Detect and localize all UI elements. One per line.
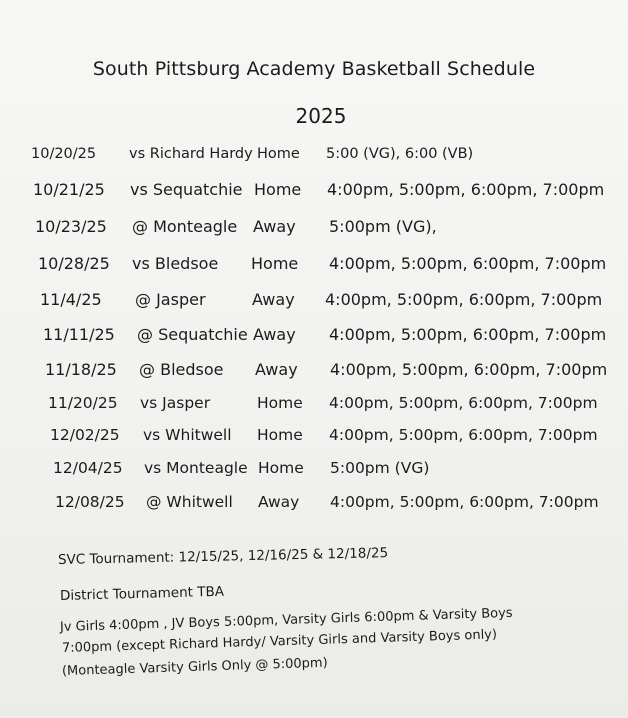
game-times: 5:00pm (VG) — [330, 459, 430, 477]
game-location: Home — [251, 254, 299, 273]
game-opponent: vs Bledsoe — [132, 254, 219, 273]
game-times: 4:00pm, 5:00pm, 6:00pm, 7:00pm — [325, 290, 603, 309]
game-location: Away — [253, 325, 296, 344]
game-date: 10/20/25 — [31, 146, 97, 162]
game-times: 4:00pm, 5:00pm, 6:00pm, 7:00pm — [329, 254, 607, 273]
game-times: 5:00 (VG), 6:00 (VB) — [326, 146, 474, 162]
game-opponent: vs Jasper — [140, 394, 211, 412]
svc-tournament-note: SVC Tournament: 12/15/25, 12/16/25 & 12/18/25 — [57, 545, 389, 568]
game-location: Away — [252, 290, 295, 309]
game-opponent: @ Monteagle — [132, 217, 238, 236]
game-times: 4:00pm, 5:00pm, 6:00pm, 7:00pm — [330, 493, 599, 511]
game-times-note-line1: Jv Girls 4:00pm , JV Boys 5:00pm, Varsity Girls 6:00pm & Varsity Boys — [59, 605, 513, 635]
game-times: 4:00pm, 5:00pm, 6:00pm, 7:00pm — [329, 426, 598, 444]
game-date: 11/20/25 — [48, 394, 118, 412]
game-times-note-line2: 7:00pm (except Richard Hardy/ Varsity Girls and Varsity Boys only) — [61, 627, 498, 656]
game-times-note-line3: (Monteagle Varsity Girls Only @ 5:00pm) — [61, 655, 328, 679]
game-date: 10/28/25 — [38, 254, 110, 273]
game-date: 12/08/25 — [55, 493, 125, 511]
game-times: 4:00pm, 5:00pm, 6:00pm, 7:00pm — [330, 360, 608, 379]
game-location: Away — [258, 493, 300, 511]
game-date: 11/4/25 — [40, 290, 102, 309]
game-location: Home — [258, 459, 304, 477]
game-location: Home — [254, 180, 302, 199]
game-location: Home — [257, 426, 303, 444]
game-date: 12/02/25 — [50, 426, 120, 444]
game-times: 5:00pm (VG), — [329, 217, 437, 236]
game-date: 10/23/25 — [35, 217, 107, 236]
game-date: 12/04/25 — [53, 459, 123, 477]
game-opponent: vs Sequatchie — [130, 180, 243, 199]
game-opponent: @ Sequatchie — [137, 325, 248, 344]
game-location: Home — [257, 394, 303, 412]
game-location: Home — [257, 146, 300, 162]
game-times: 4:00pm, 5:00pm, 6:00pm, 7:00pm — [329, 325, 607, 344]
schedule-year: 2025 — [295, 104, 347, 128]
game-location: Away — [253, 217, 296, 236]
game-times: 4:00pm, 5:00pm, 6:00pm, 7:00pm — [329, 394, 598, 412]
game-opponent: vs Whitwell — [143, 426, 232, 444]
game-opponent: @ Bledsoe — [139, 360, 224, 379]
game-times: 4:00pm, 5:00pm, 6:00pm, 7:00pm — [327, 180, 605, 199]
game-date: 11/18/25 — [45, 360, 117, 379]
game-opponent: @ Whitwell — [146, 493, 233, 511]
game-date: 11/11/25 — [43, 325, 115, 344]
game-date: 10/21/25 — [33, 180, 105, 199]
game-opponent: vs Monteagle — [144, 459, 248, 477]
game-opponent: vs Richard Hardy — [129, 146, 253, 162]
schedule-title: South Pittsburg Academy Basketball Schedule — [92, 58, 536, 80]
game-opponent: @ Jasper — [135, 290, 206, 309]
district-tournament-note: District Tournament TBA — [59, 583, 225, 604]
game-location: Away — [255, 360, 298, 379]
